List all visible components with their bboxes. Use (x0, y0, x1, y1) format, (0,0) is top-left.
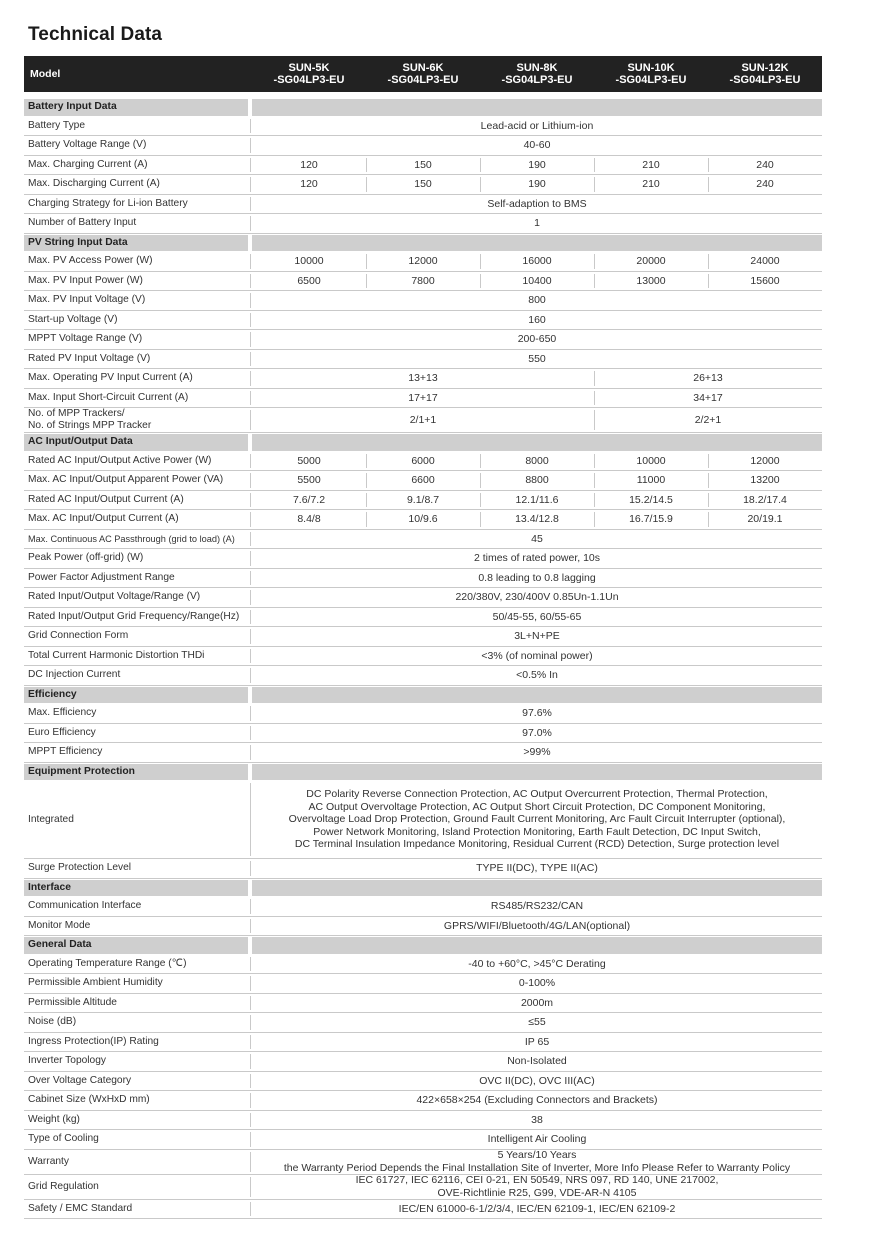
row-value: Self-adaption to BMS (487, 197, 587, 210)
column-divider (366, 493, 367, 508)
section-band (252, 687, 822, 704)
model-header-5 (708, 56, 822, 92)
row-value: 10400 (522, 274, 552, 287)
row-value: 6000 (411, 454, 435, 467)
row-value: 5 Years/10 Years the Warranty Period Depends the Final Installation Site of Inverter, More Info Please Refer to Warranty Policy (283, 1149, 791, 1174)
row-value: 11000 (636, 474, 666, 486)
row-value: 550 (528, 352, 546, 365)
row-label: Power Factor Adjustment Range (28, 571, 175, 583)
table-row (24, 1200, 822, 1220)
column-divider (250, 996, 251, 1011)
table-row (24, 117, 822, 137)
row-label: Peak Power (off-grid) (W) (28, 552, 144, 564)
model-name-line: -SG04LP3-EU (387, 74, 459, 86)
table-row (24, 647, 822, 667)
column-divider (594, 473, 595, 488)
row-label: Max. Operating PV Input Current (A) (28, 372, 193, 384)
row-value: Lead-acid or Lithium-ion (480, 119, 594, 132)
table-row (24, 530, 822, 550)
row-label: Start-up Voltage (V) (28, 313, 118, 325)
row-value: 2/2+1 (694, 413, 722, 426)
table-row (24, 588, 822, 608)
column-divider (250, 177, 251, 192)
column-divider (366, 158, 367, 173)
row-value: 160 (528, 313, 546, 326)
model-name-line: -SG04LP3-EU (501, 74, 573, 86)
column-divider (250, 216, 251, 231)
row-value: IEC 61727, IEC 62116, CEI 0-21, EN 50549, NRS 097, RD 140, UNE 217002, OVE-Richtlinie R25, G99, VDE-AR-N 4105 (355, 1174, 719, 1199)
column-divider (250, 410, 251, 430)
column-divider (250, 493, 251, 508)
column-divider (250, 571, 251, 586)
column-divider (594, 371, 595, 386)
row-label: Max. PV Input Power (W) (28, 274, 143, 286)
column-divider (250, 158, 251, 173)
table-row (24, 389, 822, 409)
row-label: Rated PV Input Voltage (V) (28, 352, 151, 364)
row-label: MPPT Voltage Range (V) (28, 333, 143, 345)
column-divider (250, 1015, 251, 1030)
row-value: 3L+N+PE (514, 630, 560, 642)
column-divider (250, 919, 251, 934)
table-row (24, 569, 822, 589)
row-value: 13.4/12.8 (515, 513, 559, 525)
row-value: 20/19.1 (747, 513, 783, 525)
table-row (24, 195, 822, 215)
table-row (24, 917, 822, 937)
model-header-2 (366, 56, 480, 92)
row-value: 120 (300, 158, 318, 171)
table-row (24, 781, 822, 859)
row-label: Max. PV Access Power (W) (28, 255, 153, 267)
row-value: IEC/EN 61000-6-1/2/3/4, IEC/EN 62109-1, IEC/EN 62109-2 (398, 1202, 676, 1215)
table-row (24, 1072, 822, 1092)
column-divider (594, 158, 595, 173)
section-header (24, 98, 822, 117)
row-label: Noise (dB) (28, 1016, 77, 1028)
table-row (24, 252, 822, 272)
row-value: 12000 (408, 255, 438, 267)
column-divider (250, 551, 251, 566)
row-value: 200-650 (517, 333, 557, 345)
row-value: 210 (642, 158, 660, 171)
column-divider (250, 1113, 251, 1128)
column-divider (708, 254, 709, 269)
model-header-1 (252, 56, 366, 92)
column-divider (594, 493, 595, 508)
table-row (24, 724, 822, 744)
row-label: Max. Continuous AC Passthrough (grid to load) (A) (28, 533, 235, 544)
column-divider (250, 454, 251, 469)
row-value: 12.1/11.6 (515, 493, 559, 506)
row-value: 190 (528, 178, 546, 190)
table-row (24, 974, 822, 994)
column-divider (594, 254, 595, 269)
row-value: 6500 (297, 274, 321, 287)
column-divider (250, 332, 251, 347)
column-divider (366, 454, 367, 469)
column-divider (250, 1202, 251, 1217)
row-value: 7.6/7.2 (292, 493, 326, 506)
row-value: 34+17 (693, 391, 723, 404)
row-value: 38 (531, 1113, 543, 1126)
row-label: Total Current Harmonic Distortion THDi (28, 649, 205, 661)
row-value: 5000 (297, 454, 321, 467)
table-row (24, 1091, 822, 1111)
column-divider (250, 726, 251, 741)
model-name-line: SUN-6K (402, 62, 444, 74)
row-label: Rated Input/Output Grid Frequency/Range(Hz) (28, 610, 240, 622)
table-row (24, 1150, 822, 1175)
column-divider (480, 177, 481, 192)
row-label: Max. Efficiency (28, 707, 97, 719)
table-row (24, 214, 822, 234)
table-row (24, 1175, 822, 1200)
column-divider (250, 1074, 251, 1089)
table-row (24, 994, 822, 1014)
section-title: PV String Input Data (28, 236, 128, 248)
row-value: 5500 (297, 474, 321, 486)
row-value: 12000 (750, 454, 780, 467)
model-name-line: SUN-12K (741, 62, 789, 74)
column-divider (250, 197, 251, 212)
row-value: ≤55 (528, 1016, 546, 1028)
section-title: Equipment Protection (28, 765, 135, 777)
table-row (24, 272, 822, 292)
row-value: 8800 (525, 474, 549, 486)
row-value: 1 (534, 217, 540, 229)
page-title: Technical Data (28, 24, 163, 45)
row-label: Max. PV Input Voltage (V) (28, 294, 146, 306)
column-divider (480, 158, 481, 173)
row-label: Max. Charging Current (A) (28, 158, 148, 170)
section-band (252, 434, 822, 451)
column-divider (250, 1177, 251, 1197)
row-value: 8000 (525, 454, 549, 467)
row-value: 7800 (411, 274, 435, 287)
row-value: 97.6% (522, 707, 552, 719)
row-label: Ingress Protection(IP) Rating (28, 1035, 159, 1047)
row-value: DC Polarity Reverse Connection Protection, AC Output Overcurrent Protection, Thermal Protection, AC Output Overvoltage Protection, AC Output Short Circuit Protection, DC Component Monitoring, Overvoltage Load Drop Protection, Ground Fault Current Monitoring, Arc Fault Circuit Interrupter (optional), Power Network Monitoring, Island Protection Monitoring, Earth Fault Detection, DC Input Switch, DC Terminal Insulation Impedance Monitoring, Residual Current (RCD) Detection, Surge protection level (288, 788, 786, 851)
column-divider (708, 473, 709, 488)
row-value: 10000 (294, 255, 324, 267)
table-row (24, 627, 822, 647)
row-label: DC Injection Current (28, 669, 121, 681)
row-value: 15.2/14.5 (629, 493, 673, 506)
row-value: 6600 (411, 474, 435, 486)
model-column-header: Model (30, 68, 61, 80)
table-row (24, 330, 822, 350)
column-divider (250, 313, 251, 328)
row-value: 13200 (750, 474, 780, 486)
table-row (24, 350, 822, 370)
table-row (24, 1052, 822, 1072)
row-value: 10000 (636, 454, 666, 467)
column-divider (480, 473, 481, 488)
row-label: Max. AC Input/Output Apparent Power (VA) (28, 474, 224, 486)
column-divider (250, 957, 251, 972)
table-row (24, 897, 822, 917)
column-divider (708, 274, 709, 289)
row-value: 16000 (522, 255, 552, 267)
row-value: <0.5% In (516, 669, 558, 681)
row-value: 190 (528, 158, 546, 171)
model-header-4 (594, 56, 708, 92)
table-row (24, 452, 822, 472)
column-divider (250, 1152, 251, 1172)
row-label: No. of MPP Trackers/ No. of Strings MPP Tracker (28, 408, 152, 431)
model-name-line: SUN-10K (627, 62, 675, 74)
row-value: 18.2/17.4 (743, 493, 787, 506)
row-value: 0-100% (518, 977, 556, 989)
row-label: Charging Strategy for Li-ion Battery (28, 197, 188, 209)
column-divider (250, 745, 251, 760)
column-divider (708, 177, 709, 192)
column-divider (250, 1132, 251, 1147)
model-name-line: -SG04LP3-EU (729, 74, 801, 86)
row-value: 150 (414, 178, 432, 190)
column-divider (594, 391, 595, 406)
row-label: Battery Type (28, 119, 86, 131)
column-divider (250, 783, 251, 856)
column-divider (366, 274, 367, 289)
row-value: 2000m (520, 996, 554, 1009)
column-divider (250, 1054, 251, 1069)
table-row (24, 408, 822, 433)
row-value: 97.0% (522, 726, 552, 739)
column-divider (594, 512, 595, 527)
column-divider (480, 512, 481, 527)
column-divider (250, 293, 251, 308)
section-title: AC Input/Output Data (28, 436, 133, 448)
column-divider (250, 590, 251, 605)
row-value: 9.1/8.7 (406, 493, 440, 506)
table-row (24, 471, 822, 491)
row-value: 24000 (750, 255, 780, 267)
row-label: Safety / EMC Standard (28, 1202, 133, 1214)
row-label: Cabinet Size (WxHxD mm) (28, 1094, 150, 1106)
row-label: Over Voltage Category (28, 1074, 132, 1086)
table-row (24, 175, 822, 195)
row-value: 2 times of rated power, 10s (473, 552, 601, 564)
column-divider (480, 454, 481, 469)
table-header (24, 56, 822, 92)
column-divider (250, 861, 251, 876)
row-label: Communication Interface (28, 900, 142, 912)
column-divider (594, 274, 595, 289)
row-value: 240 (756, 158, 774, 171)
row-value: >99% (523, 746, 551, 758)
column-divider (480, 254, 481, 269)
table-row (24, 136, 822, 156)
table-row (24, 549, 822, 569)
row-value: -40 to +60°C, >45°C Derating (468, 957, 606, 970)
column-divider (250, 976, 251, 991)
table-row (24, 743, 822, 763)
row-value: 2/1+1 (409, 413, 437, 426)
section-band (252, 880, 822, 897)
row-label: Surge Protection Level (28, 862, 132, 874)
row-value: GPRS/WIFI/Bluetooth/4G/LAN(optional) (443, 919, 631, 932)
row-value: 20000 (636, 255, 666, 267)
column-divider (594, 410, 595, 430)
model-name-line: -SG04LP3-EU (273, 74, 345, 86)
table-row (24, 704, 822, 724)
row-value: 13+13 (408, 372, 438, 384)
section-header (24, 234, 822, 253)
row-label: Permissible Ambient Humidity (28, 977, 163, 989)
row-label: Euro Efficiency (28, 726, 96, 738)
table-row (24, 608, 822, 628)
row-label: Rated AC Input/Output Active Power (W) (28, 454, 212, 466)
table-row (24, 311, 822, 331)
column-divider (250, 473, 251, 488)
column-divider (250, 512, 251, 527)
section-band (252, 235, 822, 252)
section-header (24, 936, 822, 955)
row-value: 800 (528, 294, 546, 306)
row-label: Permissible Altitude (28, 996, 117, 1008)
row-label: Integrated (28, 813, 74, 825)
column-divider (250, 899, 251, 914)
column-divider (250, 1093, 251, 1108)
row-label: Monitor Mode (28, 919, 91, 931)
row-label: Max. Input Short-Circuit Current (A) (28, 391, 189, 403)
column-divider (250, 610, 251, 625)
column-divider (250, 668, 251, 683)
row-value: RS485/RS232/CAN (490, 900, 584, 912)
row-value: 13000 (636, 274, 666, 287)
table-row (24, 156, 822, 176)
row-value: OVC II(DC), OVC III(AC) (479, 1074, 595, 1087)
row-label: Inverter Topology (28, 1055, 106, 1067)
section-title: General Data (28, 939, 92, 951)
section-band (252, 99, 822, 116)
model-name-line: -SG04LP3-EU (615, 74, 687, 86)
row-value: <3% (of nominal power) (481, 649, 593, 662)
row-value: 150 (414, 158, 432, 171)
row-value: 45 (531, 532, 543, 545)
column-divider (250, 391, 251, 406)
column-divider (480, 493, 481, 508)
table-row (24, 1033, 822, 1053)
section-band (252, 937, 822, 954)
table-row (24, 1111, 822, 1131)
section-band (252, 764, 822, 781)
row-label: Battery Voltage Range (V) (28, 139, 147, 151)
column-divider (250, 1035, 251, 1050)
row-value: 40-60 (523, 139, 551, 151)
row-label: Warranty (28, 1155, 69, 1167)
row-value: 26+13 (693, 372, 723, 384)
column-divider (250, 649, 251, 664)
row-value: 17+17 (408, 391, 438, 404)
section-title: Interface (28, 881, 71, 893)
row-label: Type of Cooling (28, 1133, 99, 1145)
row-value: 0.8 leading to 0.8 lagging (478, 571, 596, 584)
column-divider (250, 138, 251, 153)
column-divider (366, 473, 367, 488)
column-divider (366, 177, 367, 192)
row-value: 8.4/8 (297, 513, 321, 525)
model-name-line: SUN-5K (288, 62, 330, 74)
row-label: Rated Input/Output Voltage/Range (V) (28, 591, 201, 603)
column-divider (594, 177, 595, 192)
section-title: Battery Input Data (28, 101, 117, 113)
row-value: 422×658×254 (Excluding Connectors and Brackets) (416, 1094, 658, 1106)
row-label: MPPT Efficiency (28, 746, 103, 758)
table-row (24, 859, 822, 879)
model-header-3 (480, 56, 594, 92)
table-row (24, 510, 822, 530)
section-title: Efficiency (28, 688, 77, 700)
table-row (24, 369, 822, 389)
row-label: Operating Temperature Range (℃) (28, 957, 187, 969)
row-label: Number of Battery Input (28, 217, 137, 229)
row-value: IP 65 (524, 1035, 550, 1048)
column-divider (250, 352, 251, 367)
column-divider (708, 512, 709, 527)
column-divider (250, 706, 251, 721)
column-divider (366, 512, 367, 527)
column-divider (708, 493, 709, 508)
row-label: Grid Regulation (28, 1180, 99, 1192)
column-divider (250, 371, 251, 386)
column-divider (250, 629, 251, 644)
table-row (24, 666, 822, 686)
row-label: Max. Discharging Current (A) (28, 178, 160, 190)
row-value: 16.7/15.9 (629, 513, 673, 525)
section-header (24, 686, 822, 705)
row-value: Non-Isolated (507, 1055, 567, 1067)
section-header (24, 433, 822, 452)
row-value: 210 (642, 178, 660, 190)
row-value: 120 (300, 178, 318, 190)
column-divider (708, 158, 709, 173)
column-divider (480, 274, 481, 289)
section-header (24, 879, 822, 898)
row-value: 50/45-55, 60/55-65 (492, 610, 582, 623)
column-divider (366, 254, 367, 269)
table-row (24, 491, 822, 511)
column-divider (250, 274, 251, 289)
row-value: 15600 (750, 274, 780, 287)
column-divider (594, 454, 595, 469)
row-value: 240 (756, 178, 774, 190)
row-label: Grid Connection Form (28, 630, 129, 642)
table-row (24, 1013, 822, 1033)
row-value: 220/380V, 230/400V 0.85Un-1.1Un (455, 591, 619, 603)
model-name-line: SUN-8K (516, 62, 558, 74)
table-row (24, 291, 822, 311)
table-row (24, 955, 822, 975)
row-value: TYPE II(DC), TYPE II(AC) (476, 862, 598, 874)
row-value: Intelligent Air Cooling (487, 1133, 587, 1145)
row-label: Max. AC Input/Output Current (A) (28, 513, 179, 525)
column-divider (250, 119, 251, 134)
column-divider (250, 532, 251, 547)
row-label: Rated AC Input/Output Current (A) (28, 493, 184, 505)
section-header (24, 763, 822, 782)
column-divider (708, 454, 709, 469)
table-row (24, 1130, 822, 1150)
row-value: 10/9.6 (408, 513, 438, 525)
column-divider (250, 254, 251, 269)
technical-data-table (24, 98, 822, 1219)
row-label: Weight (kg) (28, 1113, 80, 1125)
